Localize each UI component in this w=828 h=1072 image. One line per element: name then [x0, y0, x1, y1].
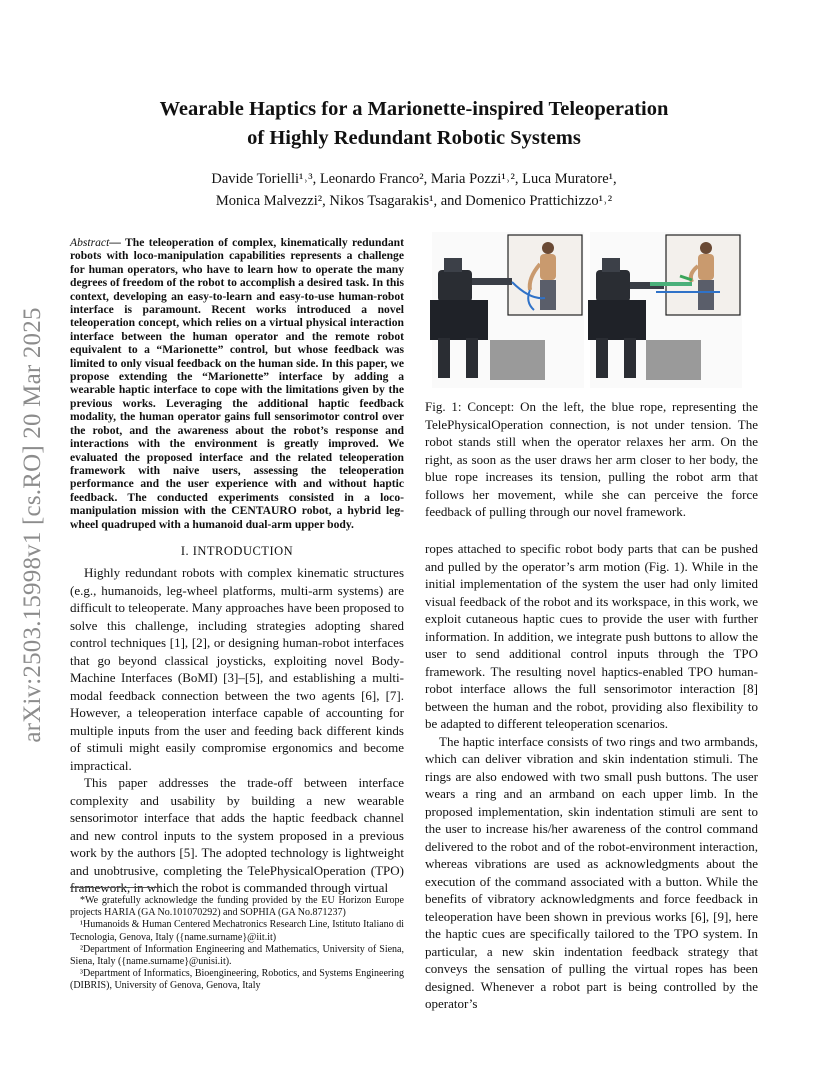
concept-figure: [430, 230, 744, 390]
title-line-1: Wearable Haptics for a Marionette-inspired Teleoperation: [159, 98, 669, 120]
intro-paragraph-1: Highly redundant robots with complex kinematic structures (e.g., humanoids, leg-wheel platforms, multi-arm systems) are difficult to teleoperate. Many approaches have been proposed to solve this challenge, including strategies adopting shared control techniques [1], [2], or designing human-robot interfaces that go beyond classical joysticks, exploiting novel Body-Machine Interfaces (BoMI) [3]–[5], and establishing a multi-modal feedback connection between the two agents [6], [7]. However, a teleoperation interface capable of accounting for multiple inputs from the user and feeding back different kinds of stimuli might easily compromise ergonomics and become impractical.: [70, 565, 404, 773]
left-column: [70, 236, 404, 897]
intro-paragraph-2: This paper addresses the trade-off between interface complexity and usability by building a new wearable sensorimotor interface that adds the haptic feedback channel and new control inputs to the system proposed in a previous work by the authors [5]. The adopted technology is lightweight and unobtrusive, completing the TelePhysicalOperation (TPO) framework, in which the robot is commanded through virtual: [70, 775, 404, 896]
right-scene: [588, 232, 742, 388]
footnote-funding: *We gratefully acknowledge the funding provided by the EU Horizon Europe projects HARIA (GA No.101070292) and SOPHIA (GA No.871237): [70, 895, 404, 919]
authors-line-1: Davide Torielli¹˒³, Leonardo Franco², Maria Pozzi¹˒², Luca Muratore¹,: [211, 171, 617, 187]
right-paragraph-2: The haptic interface consists of two rings and two armbands, which can deliver vibration and skin indentation stimuli. The rings are also endowed with two small push buttons. The user wears a ring and an armband on each upper limb. In the proposed implementation, skin indentation stimuli are sent to the user to increase his/her awareness of the control command delivered to the robot and of the robot-environment interaction, whereas vibrations are used as acknowledgments about the execution of the command associated with a button. While the benefits of vibratory acknowledgments and force feedback in teleoperation have been shown in previous works [6], [9], here the haptic cues are specifically tailored to the TPO system. In particular, a new skin indentation feedback strategy that conveys the sensation of pulling the virtual ropes has been designed. Whenever a robot part is being controlled by the operator’s: [425, 733, 758, 1011]
robot-left: [438, 270, 472, 302]
footnote-affiliation-1: ¹Humanoids & Human Centered Mechatronics Research Line, Istituto Italiano di Tecnologia, Genova, Italy ({name.surname}@iit.it): [70, 919, 404, 943]
author-list: [70, 168, 758, 212]
footnote-affiliation-3: ³Department of Informatics, Bioengineering, Robotics, and Systems Engineering (DIBRIS), University of Genova, Genova, Italy: [70, 968, 404, 992]
abstract-label: Abstract: [70, 236, 110, 249]
abstract-text: — The teleoperation of complex, kinematically redundant robots with loco-manipulation capabilities represents a challenge for human operators, who have to learn how to operate the many degrees of freedom of the robot to accomplish a desired task. In this context, developing an easy-to-learn and easy-to-use human-robot interface is paramount. Recent works introduced a novel teleoperation concept, which relies on a virtual physical interaction interface between the human operator and the remote robot equivalent to a “Marionette” control, but whose feedback was limited to only visual feedback on the human side. In this paper, we propose extending the “Marionette” interface by adding a wearable haptic interface to cope with the limitations given by the previous works. Leveraging the additional haptic feedback modality, the human operator gains full sensorimotor control over the robot, and the awareness about the robot’s response and interactions with the environment is greatly improved. We evaluated the proposed interface and the related teleoperation framework with naive users, assessing the teleoperation performance and the user experience with and without haptic feedback. The conducted experiments consisted in a loco-manipulation mission with the CENTAURO robot, a hybrid leg-wheel quadruped with a humanoid dual-arm upper body.: [70, 236, 404, 531]
footnote-affiliation-2: ²Department of Information Engineering and Mathematics, University of Siena, Siena, Italy ({name.surname}@unisi.it).: [70, 943, 404, 968]
authors-line-2: Monica Malvezzi², Nikos Tsagarakis¹, and Domenico Prattichizzo¹˒²: [215, 193, 613, 209]
footnotes: [70, 895, 404, 993]
right-paragraph-1: ropes attached to specific robot body parts that can be pushed and pulled by the operator’s arm motion (Fig. 1). While in the initial implementation of the system the user had only limited visual feedback of the robot and its workspace, in this work, we exploit cutaneous haptic cues to provide the user with further information. In addition, we integrate push buttons to allow the user to send additional control inputs through the TPO framework. The resulting novel haptics-enabled TPO human-robot interface allows the full sensorimotor interaction [8] between the human and the robot, providing also flexibility to be adapted to different teleoperation scenarios.: [425, 541, 758, 731]
figure-caption: Fig. 1: Concept: On the left, the blue rope, representing the TelePhysicalOperation connection, is not under tension. The robot stands still when the operator relaxes her arm. On the right, as soon as the user draws her arm closer to her body, the blue rope increases its tension, pulling the robot arm that follows her movement, while she can perceive the force feedback of pulling through our novel framework.: [425, 399, 758, 519]
robot-right: [596, 270, 630, 302]
title-line-2: of Highly Redundant Robotic Systems: [247, 127, 581, 149]
abstract: [70, 236, 404, 531]
footnote-rule: [70, 887, 160, 888]
left-scene: [430, 232, 584, 388]
section-heading-introduction: I. INTRODUCTION: [180, 543, 294, 558]
right-column: [425, 540, 758, 1013]
arxiv-identifier: arXiv:2503.15998v1 [cs.RO] 20 Mar 2025: [18, 307, 46, 743]
paper-title: [70, 95, 758, 153]
